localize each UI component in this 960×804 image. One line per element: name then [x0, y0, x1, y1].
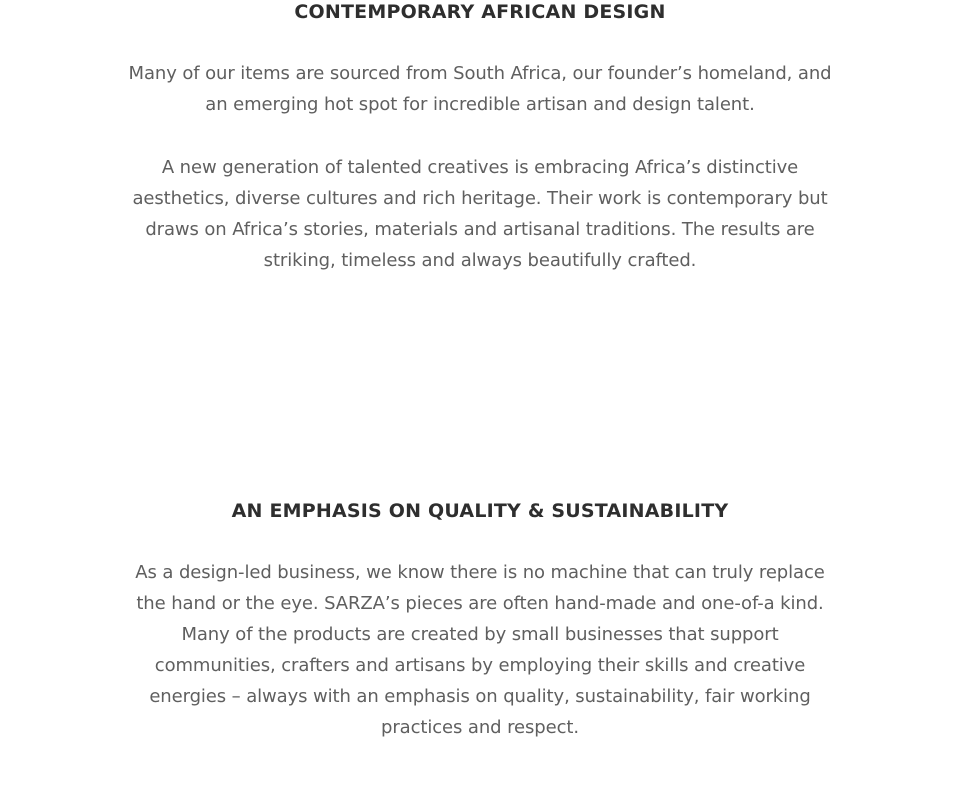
section-heading: CONTEMPORARY AFRICAN DESIGN	[294, 1, 666, 23]
quality-sustainability-section	[0, 499, 960, 743]
contemporary-african-design-section	[0, 0, 960, 276]
section-paragraph: As a design-led business, we know there is no machine that can truly replace the hand or the eye. SARZA’s pieces are often hand-made and one-of-a kind. Many of the products are created by small businesses that support communities, crafters and artisans by employing their skills and creative energies – always with an emphasis on quality, sustainability, fair working practices and respect.	[135, 562, 825, 738]
section-paragraph: Many of our items are sourced from South Africa, our founder’s homeland, and an emerging hot spot for incredible artisan and design talent.	[128, 63, 832, 115]
section-paragraph: A new generation of talented creatives is embracing Africa’s distinctive aesthetics, diverse cultures and rich heritage. Their work is contemporary but draws on Africa’s stories, materials and artisanal traditions. The results are striking, timeless and always beautifully crafted.	[132, 157, 828, 271]
section-heading: AN EMPHASIS ON QUALITY & SUSTAINABILITY	[231, 500, 729, 522]
